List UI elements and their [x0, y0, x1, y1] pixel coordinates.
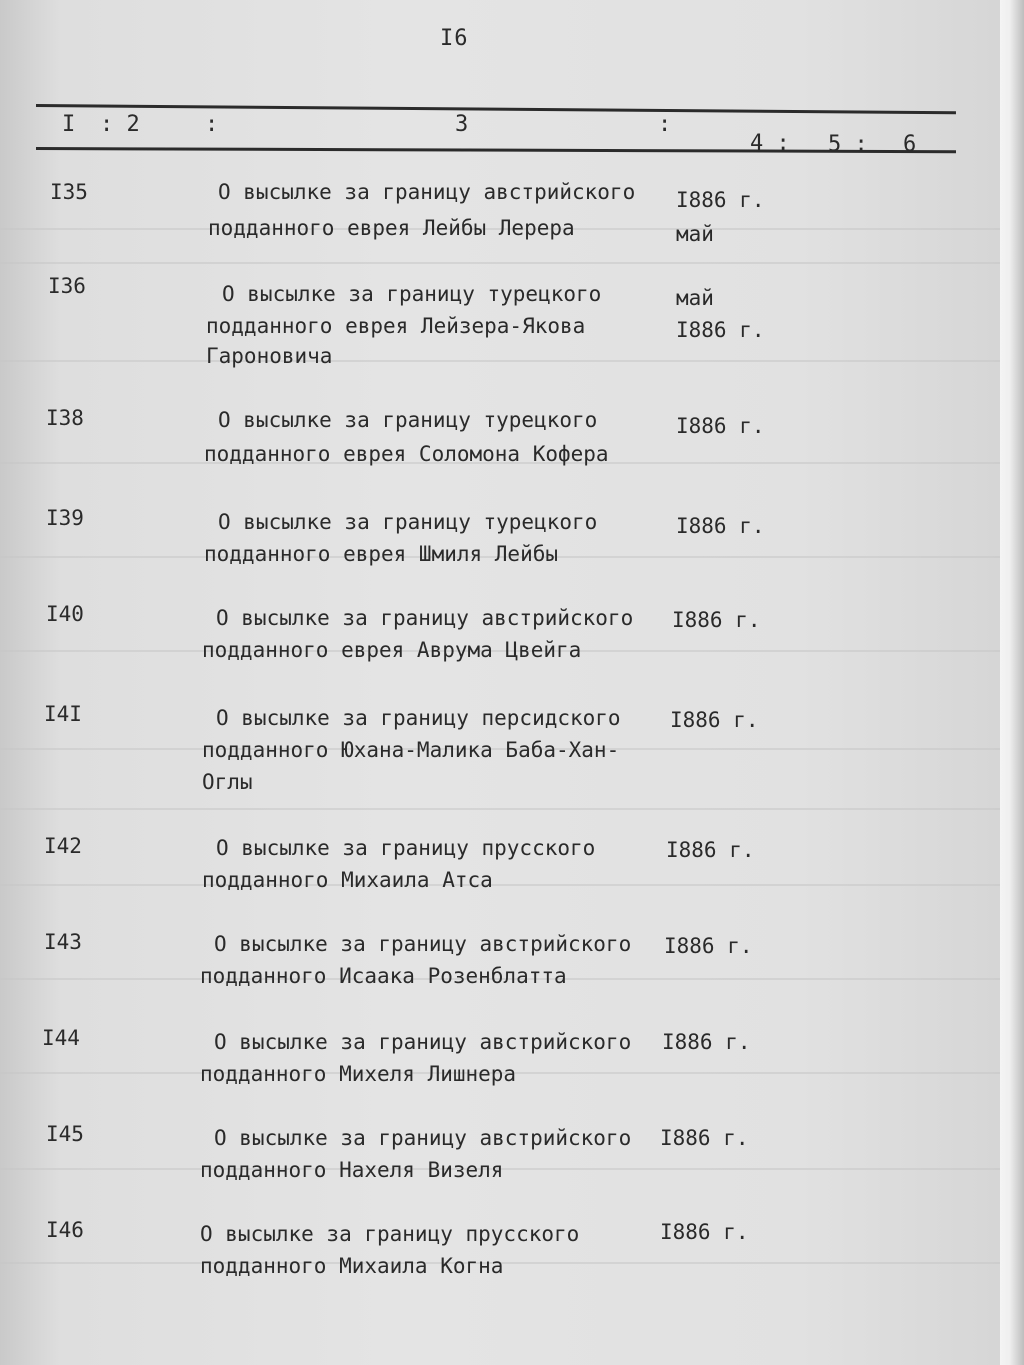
record-title-line: О высылке за границу турецкого	[218, 510, 598, 534]
column-header-4: 4 :	[750, 131, 790, 156]
record-date: май	[676, 286, 714, 310]
page-edge	[1000, 0, 1024, 1365]
record-number: I35	[50, 180, 88, 204]
record-title-line: подданного еврея Шмиля Лейбы	[204, 542, 559, 566]
record-title-line: О высылке за границу австрийского	[218, 180, 636, 204]
record-title-line: подданного Исаака Розенблатта	[200, 964, 567, 988]
record-date: май	[676, 222, 714, 246]
record-title-line: О высылке за границу австрийского	[214, 932, 632, 956]
column-header-2: : 2	[100, 112, 140, 137]
record-date: I886 г.	[666, 838, 755, 862]
record-title-line: О высылке за границу прусского	[216, 836, 596, 860]
record-title-line: О высылке за границу турецкого	[222, 282, 602, 306]
record-date: I886 г.	[676, 318, 765, 342]
record-number: I46	[46, 1218, 84, 1242]
record-title-line: подданного еврея Соломона Кофера	[204, 442, 609, 466]
record-title-line: О высылке за границу австрийского	[214, 1030, 632, 1054]
column-header-3: 3	[455, 112, 469, 137]
record-title-line: подданного еврея Аврума Цвейга	[202, 638, 582, 662]
page-number: I6	[440, 26, 469, 51]
record-title-line: подданного Михаила Атса	[202, 868, 493, 892]
record-title-line: подданного Нахеля Визеля	[200, 1158, 504, 1182]
record-date: I886 г.	[660, 1220, 749, 1244]
record-date: I886 г.	[676, 514, 765, 538]
record-title-line: Гароновича	[206, 344, 333, 368]
record-title-line: О высылке за границу турецкого	[218, 408, 598, 432]
record-title-line: подданного Михеля Лишнера	[200, 1062, 517, 1086]
record-title-line: О высылке за границу австрийского	[216, 606, 634, 630]
record-number: I39	[46, 506, 84, 530]
paper-stripe	[0, 262, 1000, 264]
record-number: I4I	[44, 702, 82, 726]
column-header-1: I	[62, 112, 76, 137]
paper-stripe	[0, 808, 1000, 810]
record-date: I886 г.	[664, 934, 753, 958]
column-header-6: 6	[903, 132, 917, 157]
record-number: I36	[48, 274, 86, 298]
record-date: I886 г.	[660, 1126, 749, 1150]
record-number: I45	[46, 1122, 84, 1146]
column-header-5: 5 :	[828, 132, 868, 157]
record-title-line: О высылке за границу прусского	[200, 1222, 580, 1246]
record-number: I40	[46, 602, 84, 626]
record-title-line: подданного Михаила Когна	[200, 1254, 504, 1278]
record-date: I886 г.	[672, 608, 761, 632]
column-separator: :	[205, 112, 219, 137]
record-number: I43	[44, 930, 82, 954]
record-number: I44	[42, 1026, 80, 1050]
record-date: I886 г.	[670, 708, 759, 732]
record-title-line: подданного Юхана-Малика Баба-Хан-	[202, 738, 620, 762]
paper-stripe	[0, 360, 1000, 362]
column-separator: :	[658, 112, 672, 137]
record-title-line: О высылке за границу австрийского	[214, 1126, 632, 1150]
record-title-line: Оглы	[202, 770, 253, 794]
record-number: I42	[44, 834, 82, 858]
record-date: I886 г.	[676, 188, 765, 212]
record-date: I886 г.	[662, 1030, 751, 1054]
paper-stripe	[0, 884, 1000, 886]
record-title-line: подданного еврея Лейбы Лерера	[208, 216, 575, 240]
record-number: I38	[46, 406, 84, 430]
record-title-line: подданного еврея Лейзера-Якова	[206, 314, 586, 338]
record-date: I886 г.	[676, 414, 765, 438]
record-title-line: О высылке за границу персидского	[216, 706, 621, 730]
